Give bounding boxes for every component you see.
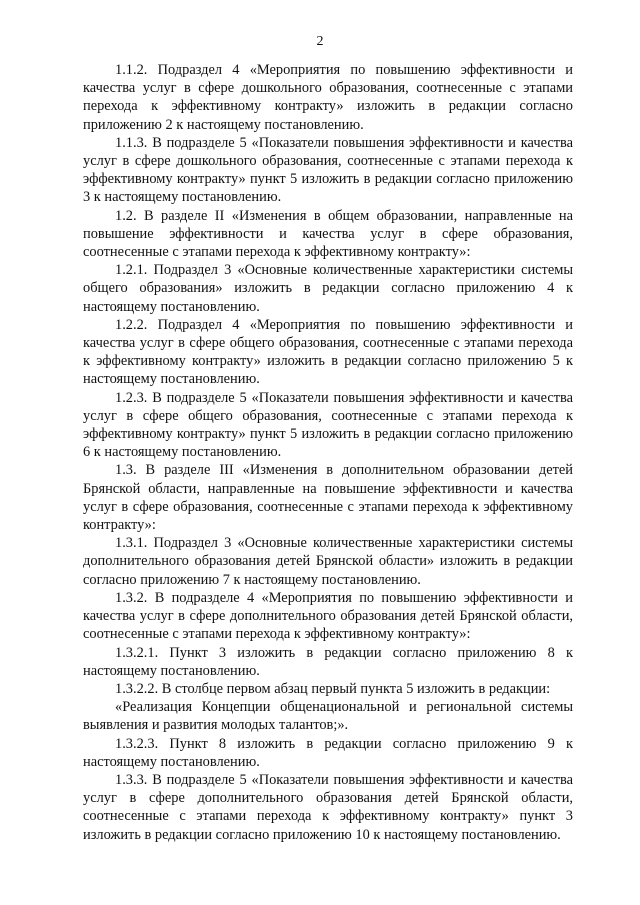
paragraph-1-2-2: 1.2.2. Подраздел 4 «Мероприятия по повышению эффективности и качества услуг в сфере общего образования, соотнесенные с этапами перехода к эффективному контракту» изложить в редакции согласно приложению 5 к настоящему постановлению.: [83, 316, 573, 388]
page-number: 2: [316, 34, 324, 49]
paragraph-1-3-2-1: 1.3.2.1. Пункт 3 изложить в редакции согласно приложению 8 к настоящему постановлению.: [83, 644, 573, 679]
paragraph-quote: «Реализация Концепции общенациональной и региональной системы выявления и развития молодых талантов;».: [83, 699, 573, 734]
paragraph-1-1-3: 1.1.3. В подразделе 5 «Показатели повышения эффективности и качества услуг в сфере дошкольного образования, соотнесенные с этапами перехода к эффективному контракту» пункт 5 изложить в редакции согласно приложению 3 к настоящему постановлению.: [83, 134, 573, 206]
paragraph-1-2: 1.2. В разделе II «Изменения в общем образовании, направленные на повышение эффективности и качества услуг в сфере образования, соотнесенные с этапами перехода к эффективному контракту»:: [83, 207, 573, 261]
paragraph-1-3-2-3: 1.3.2.3. Пункт 8 изложить в редакции согласно приложению 9 к настоящему постановлению.: [83, 735, 573, 770]
paragraph-1-3-3: 1.3.3. В подразделе 5 «Показатели повышения эффективности и качества услуг в сфере дополнительного образования детей Брянской области, соотнесенные с этапами перехода к эффективному контракту» пункт 3 изложить в редакции согласно приложению 10 к настоящему постановлению.: [83, 771, 573, 843]
paragraph-1-1-2: 1.1.2. Подраздел 4 «Мероприятия по повышению эффективности и качества услуг в сфере дошкольного образования, соотнесенные с этапами перехода к эффективному контракту» изложить в редакции согласно приложению 2 к настоящему постановлению.: [83, 62, 573, 133]
paragraph-1-3-2: 1.3.2. В подразделе 4 «Мероприятия по повышению эффективности и качества услуг в сфере дополнительного образования детей Брянской области, соотнесенные с этапами перехода к эффективному контракту»:: [83, 589, 573, 643]
paragraph-1-3-2-2: 1.3.2.2. В столбце первом абзац первый пункта 5 изложить в редакции:: [115, 680, 551, 697]
paragraph-1-2-1: 1.2.1. Подраздел 3 «Основные количественные характеристики системы общего образования» изложить в редакции согласно приложению 4 к настоящему постановлению.: [83, 262, 573, 315]
paragraph-1-3-1: 1.3.1. Подраздел 3 «Основные количественные характеристики системы дополнительного образования детей Брянской области» изложить в редакции согласно приложению 7 к настоящему постановлению.: [83, 535, 573, 588]
paragraph-1-2-3: 1.2.3. В подразделе 5 «Показатели повышения эффективности и качества услуг в сфере общего образования, соотнесенные с этапами перехода к эффективному контракту» пункт 5 изложить в редакции согласно приложению 6 к настоящему постановлению.: [83, 389, 573, 461]
paragraph-1-3: 1.3. В разделе III «Изменения в дополнительном образовании детей Брянской области, направленные на повышение эффективности и качества услуг в сфере образования, соотнесенные с этапами перехода к эффективному контракту»:: [83, 462, 573, 534]
document-body: [83, 61, 573, 844]
